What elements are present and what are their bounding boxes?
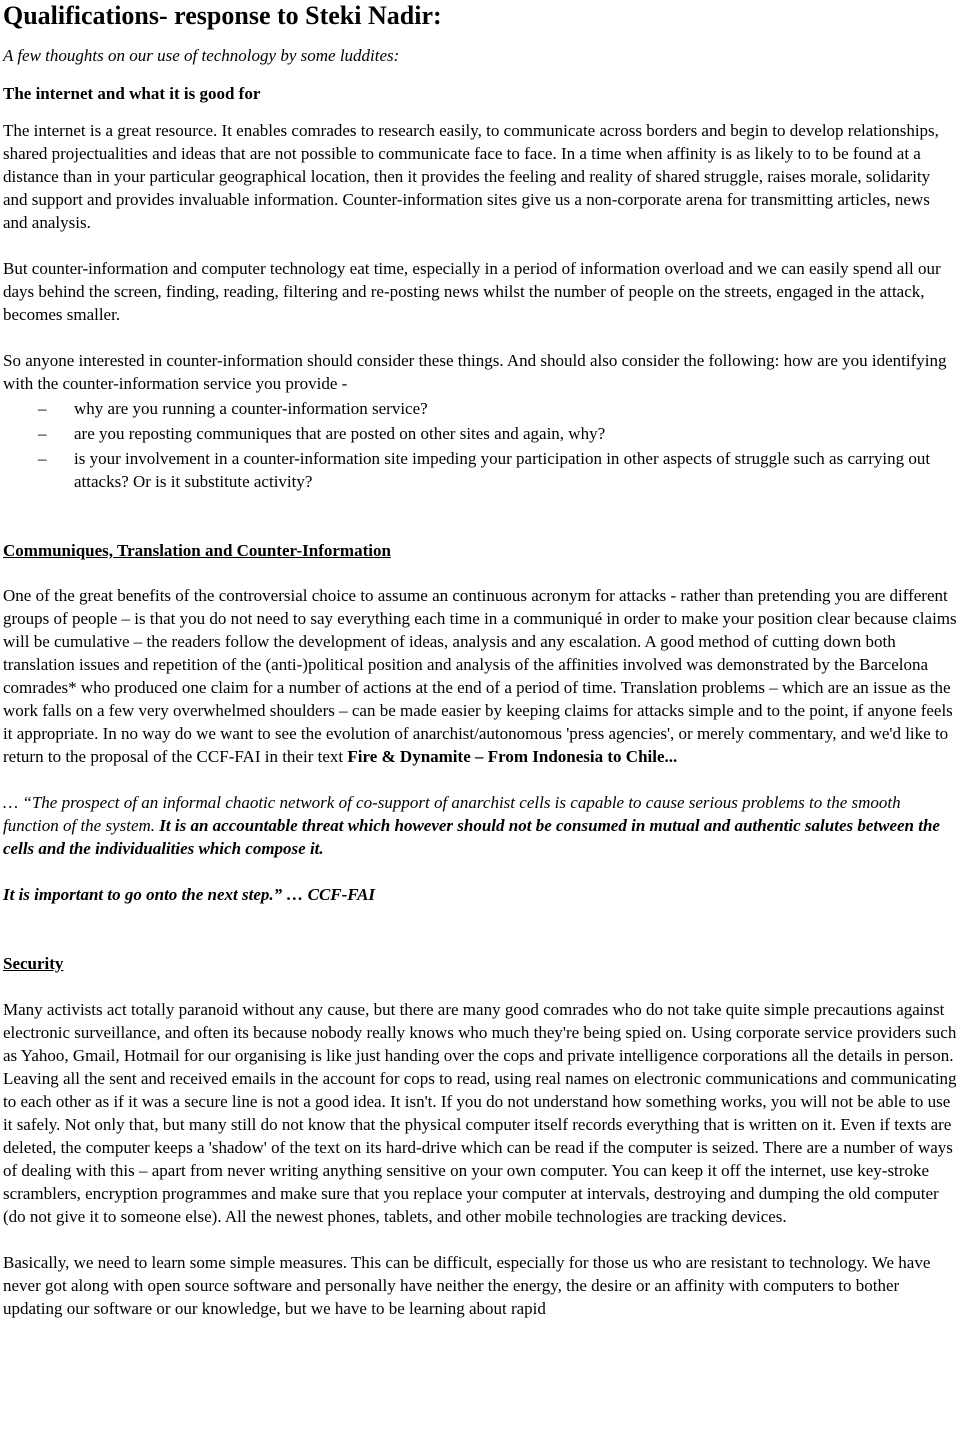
list-item: [3, 422, 958, 445]
quote-emphasis: It is an accountable threat which however should not be consumed in mutual and authentic salutes between the cells and the individualities which compose it.: [3, 816, 940, 858]
paragraph-consider-things: So anyone interested in counter-information should consider these things. And should also consider the following: how are you identifying with the counter-information service you provide -: [3, 351, 947, 393]
paragraph-counter-information-time: But counter-information and computer technology eat time, especially in a period of information overload and we can easily spend all our days behind the screen, finding, reading, filtering and re-posting news whilst the number of people on the streets, engaged in the attack, becomes smaller.: [3, 259, 941, 324]
text-title-fire-dynamite: Fire & Dynamite – From Indonesia to Chile...: [347, 747, 678, 766]
section-heading-internet: The internet and what it is good for: [3, 84, 261, 103]
quote-next-step: It is important to go onto the next step.” … CCF-FAI: [3, 885, 376, 904]
dash-bullet-icon: –: [38, 399, 47, 418]
list-item: [3, 447, 958, 493]
paragraph-security: Many activists act totally paranoid without any cause, but there are many good comrades who do not take quite simple precautions against electronic surveillance, and often its because nobody really knows who much they're being spied on. Using corporate service providers such as Yahoo, Gmail, Hotmail for our organising is like just handing over the cops and private intelligence corporations all the details in person. Leaving all the sent and received emails in the account for cops to read, using real names on electronic communications and communicating to each other as if it was a secure line is not a good idea. It isn't. If you do not understand how something works, you will not be able to use it safely. Not only that, but many still do not know that the physical computer itself records everything that is written on it. Even if texts are deleted, the computer keeps a 'shadow' of the text on its hard-drive which can be read if the computer is seized. There are a number of ways of dealing with this – apart from never writing anything sensitive on your own computer. You can keep it off the internet, use key-stroke scramblers, encryption programmes and make sure that you replace your computer at intervals, destroying and dumping the old computer (do not give it to someone else). All the newest phones, tablets, and other mobile technologies are tracking devices.: [3, 1000, 957, 1226]
section-heading-communiques: Communiques, Translation and Counter-Information: [3, 541, 391, 560]
list-item-text: are you reposting communiques that are posted on other sites and again, why?: [74, 424, 606, 443]
list-item-text: is your involvement in a counter-information site impeding your participation in other aspects of struggle such as carrying out attacks? Or is it substitute activity?: [74, 449, 931, 491]
document-title: Qualifications- response to Steki Nadir:: [3, 1, 442, 30]
list-item: [3, 397, 958, 420]
paragraph-communiques: [3, 584, 958, 768]
paragraph-communiques-text: One of the great benefits of the controversial choice to assume an continuous acronym for attacks - rather than pretending you are different groups of people – is that you do not need to say everything each time in a communiqué in order to make your position clear because claims will be cumulative – the readers follow the development of ideas, analysis and any escalation. A good method of cutting down both translation issues and repetition of the (anti-)political position and analysis of the affinities involved was demonstrated by the Barcelona comrades* who produced one claim for a number of actions at the end of a period of time. Translation problems – which are an issue as the work falls on a few very overwhelmed shoulders – can be made easier by keeping claims for attacks simple and to the point, if anyone feels it appropriate. In no way do we want to see the evolution of anarchist/autonomous 'press agencies', or merely commentary, and we'd like to return to the proposal of the CCF-FAI in their text: [3, 586, 957, 766]
list-item-text: why are you running a counter-information service?: [74, 399, 428, 418]
paragraph-internet-resource: The internet is a great resource. It enables comrades to research easily, to communicate across borders and begin to develop relationships, shared projectualities and ideas that are not possible to communicate face to face. In a time when affinity is as likely to to be found at a distance than in your particular geographical location, then it provides the feeling and reality of shared struggle, raises morale, solidarity and support and provides invaluable information. Counter-information sites give us a non-corporate arena for transmitting articles, news and analysis.: [3, 121, 939, 232]
dash-bullet-icon: –: [38, 449, 47, 468]
paragraph-simple-measures: Basically, we need to learn some simple measures. This can be difficult, especially for those us who are resistant to technology. We have never got along with open source software and personally have neither the energy, the desire or an affinity with computers to bother updating our software or our knowledge, but we have to be learning about rapid: [3, 1253, 931, 1318]
quote-text: … “The prospect of an informal chaotic network of co-support of anarchist cells is capable to cause serious problems to the smooth function of the system.: [3, 793, 901, 835]
quote-ccf-fai: [3, 791, 958, 860]
dash-bullet-icon: –: [38, 424, 47, 443]
question-list: [3, 397, 958, 493]
document-page: [0, 2, 960, 1320]
document-subtitle: A few thoughts on our use of technology by some luddites:: [3, 46, 400, 65]
section-heading-security: Security: [3, 954, 64, 973]
